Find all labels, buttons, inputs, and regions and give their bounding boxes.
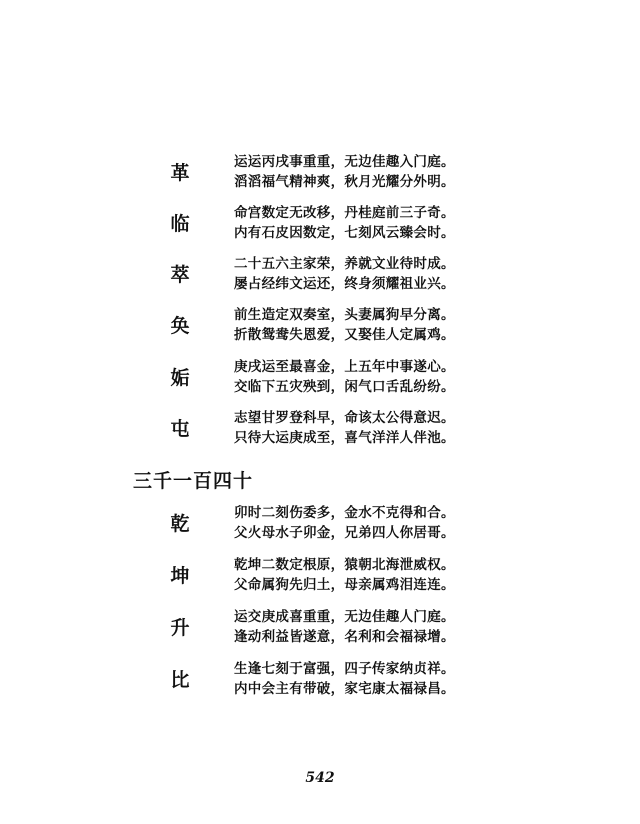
- verse-line: 交临下五灾殃到，闲气口舌乱纷纷。: [234, 379, 455, 395]
- entry-label: 革: [170, 162, 190, 184]
- entry-verse: [234, 659, 455, 699]
- entry-label: 萃: [170, 264, 190, 286]
- entry-verse: [234, 305, 455, 345]
- entry-verse: [234, 203, 455, 243]
- entry-label: 奂: [170, 315, 190, 337]
- verse-line: 生逢七刻于富强，四子传家纳贞祥。: [234, 661, 455, 677]
- entry-label: 比: [170, 669, 190, 691]
- verse-line: 父火母水子卯金，兄弟四人你居哥。: [234, 525, 455, 541]
- entry-verse: [234, 357, 455, 397]
- entry-label: 姤: [170, 367, 190, 389]
- verse-line: 卯时二刻伤委多，金水不克得和合。: [234, 505, 455, 521]
- verse-line: 庚戌运至最喜金，上五年中事遂心。: [234, 359, 455, 375]
- verse-line: 滔滔福气精神爽，秋月光耀分外明。: [234, 174, 455, 190]
- entry-label: 升: [170, 617, 190, 639]
- page-number: 542: [305, 770, 335, 786]
- verse-line: 乾坤二数定根原，猿朝北海泄威权。: [234, 557, 455, 573]
- section-heading: 三千一百四十: [133, 470, 254, 492]
- verse-line: 运运丙戌事重重，无边佳趣入门庭。: [234, 154, 455, 170]
- verse-line: 二十五六主家荣，养就文业待时成。: [234, 256, 455, 272]
- verse-line: 逢动利益皆遂意，名利和会福禄增。: [234, 629, 455, 645]
- entry-label: 临: [170, 213, 190, 235]
- verse-line: 折散鸳鸯失恩爱，又娶佳人定属鸡。: [234, 327, 455, 343]
- verse-line: 志望甘罗登科早，命该太公得意迟。: [234, 410, 455, 426]
- entry-verse: [234, 408, 455, 448]
- verse-line: 内中会主有带破，家宅康太福禄昌。: [234, 681, 455, 697]
- entry-verse: [234, 607, 455, 647]
- verse-line: 屡占经纬文运还，终身须耀祖业兴。: [234, 276, 455, 292]
- entry-verse: [234, 152, 455, 192]
- entry-verse: [234, 555, 455, 595]
- verse-line: 命宫数定无改移，丹桂庭前三子奇。: [234, 205, 455, 221]
- verse-line: 内有石皮因数定，七刻风云臻会时。: [234, 225, 455, 241]
- verse-line: 运交庚成喜重重，无边佳趣人门庭。: [234, 609, 455, 625]
- entry-label: 坤: [170, 565, 190, 587]
- verse-line: 只待大运庚成至，喜气洋洋人伴池。: [234, 430, 455, 446]
- entry-verse: [234, 254, 455, 294]
- entry-verse: [234, 503, 455, 543]
- verse-line: 父命属狗先归土，母亲属鸡泪连连。: [234, 577, 455, 593]
- entry-label: 屯: [170, 418, 190, 440]
- entry-label: 乾: [170, 513, 190, 535]
- verse-line: 前生造定双奏室，头妻属狗早分离。: [234, 307, 455, 323]
